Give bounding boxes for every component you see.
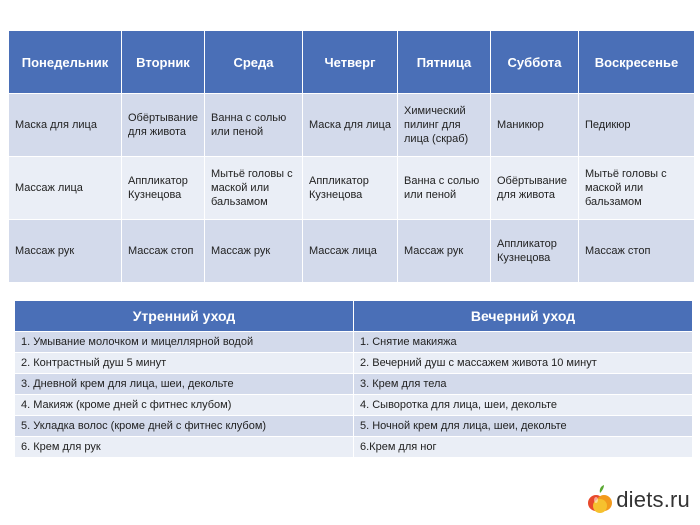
daily-care-table [14,300,693,458]
brand-name: diets.ru [616,487,690,512]
table-row [15,374,693,395]
table-cell: Аппликатор Кузнецова [303,157,398,220]
table-row [15,353,693,374]
table-cell: Обёртывание для живота [122,94,205,157]
table-cell: Мытьё головы с маской или бальзамом [205,157,303,220]
evening-care-item: 6.Крем для ног [354,437,693,458]
table-cell: Массаж лица [9,157,122,220]
table-cell: Химический пилинг для лица (скраб) [398,94,491,157]
evening-care-item: 1. Снятие макияжа [354,332,693,353]
evening-care-item: 2. Вечерний душ с массажем живота 10 минут [354,353,693,374]
table-cell: Аппликатор Кузнецова [491,220,579,283]
table-row [9,157,695,220]
weekly-schedule-header-row [9,31,695,94]
table-row [15,437,693,458]
table-cell: Маска для лица [303,94,398,157]
morning-care-item: 6. Крем для рук [15,437,354,458]
day-header-friday: Пятница [398,31,491,94]
day-header-tuesday: Вторник [122,31,205,94]
table-cell: Массаж рук [205,220,303,283]
table-cell: Маникюр [491,94,579,157]
table-cell: Маска для лица [9,94,122,157]
table-cell: Ванна с солью или пеной [398,157,491,220]
morning-care-item: 4. Макияж (кроме дней с фитнес клубом) [15,395,354,416]
weekly-schedule-table [8,30,695,283]
table-cell: Массаж лица [303,220,398,283]
table-cell: Массаж стоп [579,220,695,283]
apple-icon [587,485,613,515]
evening-care-item: 4. Сыворотка для лица, шеи, декольте [354,395,693,416]
brand-logo [587,485,690,515]
day-header-saturday: Суббота [491,31,579,94]
table-cell: Ванна с солью или пеной [205,94,303,157]
table-cell: Массаж стоп [122,220,205,283]
table-cell: Педикюр [579,94,695,157]
day-header-wednesday: Среда [205,31,303,94]
evening-care-header: Вечерний уход [354,301,693,332]
morning-care-item: 5. Укладка волос (кроме дней с фитнес клубом) [15,416,354,437]
table-row [15,416,693,437]
table-row [15,395,693,416]
table-row [9,220,695,283]
table-cell: Аппликатор Кузнецова [122,157,205,220]
day-header-thursday: Четверг [303,31,398,94]
table-cell: Обёртывание для живота [491,157,579,220]
table-row [15,332,693,353]
evening-care-item: 3. Крем для тела [354,374,693,395]
table-cell: Массаж рук [9,220,122,283]
day-header-monday: Понедельник [9,31,122,94]
morning-care-header: Утренний уход [15,301,354,332]
morning-care-item: 1. Умывание молочком и мицеллярной водой [15,332,354,353]
day-header-sunday: Воскресенье [579,31,695,94]
daily-care-header-row [15,301,693,332]
table-cell: Мытьё головы с маской или бальзамом [579,157,695,220]
table-cell: Массаж рук [398,220,491,283]
morning-care-item: 3. Дневной крем для лица, шеи, декольте [15,374,354,395]
evening-care-item: 5. Ночной крем для лица, шеи, декольте [354,416,693,437]
morning-care-item: 2. Контрастный душ 5 минут [15,353,354,374]
table-row [9,94,695,157]
